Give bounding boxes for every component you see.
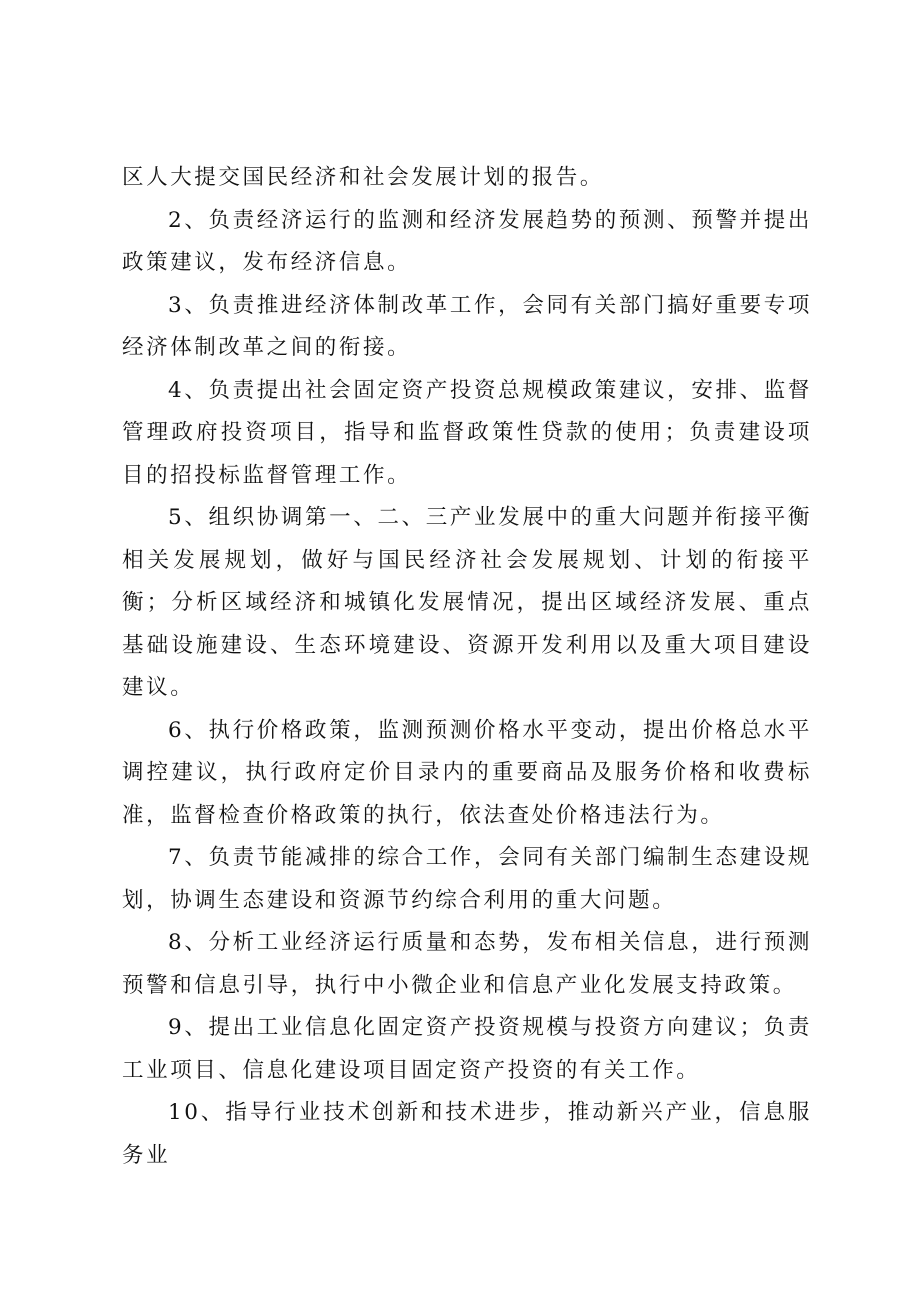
paragraph-item-2: 2、负责经济运行的监测和经济发展趋势的预测、预警并提出政策建议，发布经济信息。: [122, 207, 812, 275]
document-body: [122, 157, 812, 1177]
paragraph-item-6: 6、执行价格政策，监测预测价格水平变动，提出价格总水平调控建议，执行政府定价目录内的重要商品及服务价格和收费标准，监督检查价格政策的执行，依法查处价格违法行为。: [122, 717, 812, 828]
paragraph-item-7: 7、负责节能减排的综合工作，会同有关部门编制生态建设规划，协调生态建设和资源节约综合利用的重大问题。: [122, 845, 812, 913]
paragraph-item-4: 4、负责提出社会固定资产投资总规模政策建议，安排、监督管理政府投资项目，指导和监督政策性贷款的使用；负责建设项目的招投标监督管理工作。: [122, 377, 812, 488]
paragraph-item-8: 8、分析工业经济运行质量和态势，发布相关信息，进行预测预警和信息引导，执行中小微企业和信息产业化发展支持政策。: [122, 930, 812, 998]
paragraph-item-5: 5、组织协调第一、二、三产业发展中的重大问题并衔接平衡相关发展规划，做好与国民经济社会发展规划、计划的衔接平衡；分析区域经济和城镇化发展情况，提出区域经济发展、重点基础设施建设、生态环境建设、资源开发利用以及重大项目建设建议。: [122, 505, 812, 700]
paragraph-item-9: 9、提出工业信息化固定资产投资规模与投资方向建议；负责工业项目、信息化建设项目固定资产投资的有关工作。: [122, 1015, 812, 1083]
paragraph-item-3: 3、负责推进经济体制改革工作，会同有关部门搞好重要专项经济体制改革之间的衔接。: [122, 292, 812, 360]
paragraph-item-10: 10、指导行业技术创新和技术进步，推动新兴产业，信息服务业: [122, 1100, 812, 1168]
paragraph-continued: 区人大提交国民经济和社会发展计划的报告。: [122, 165, 605, 190]
